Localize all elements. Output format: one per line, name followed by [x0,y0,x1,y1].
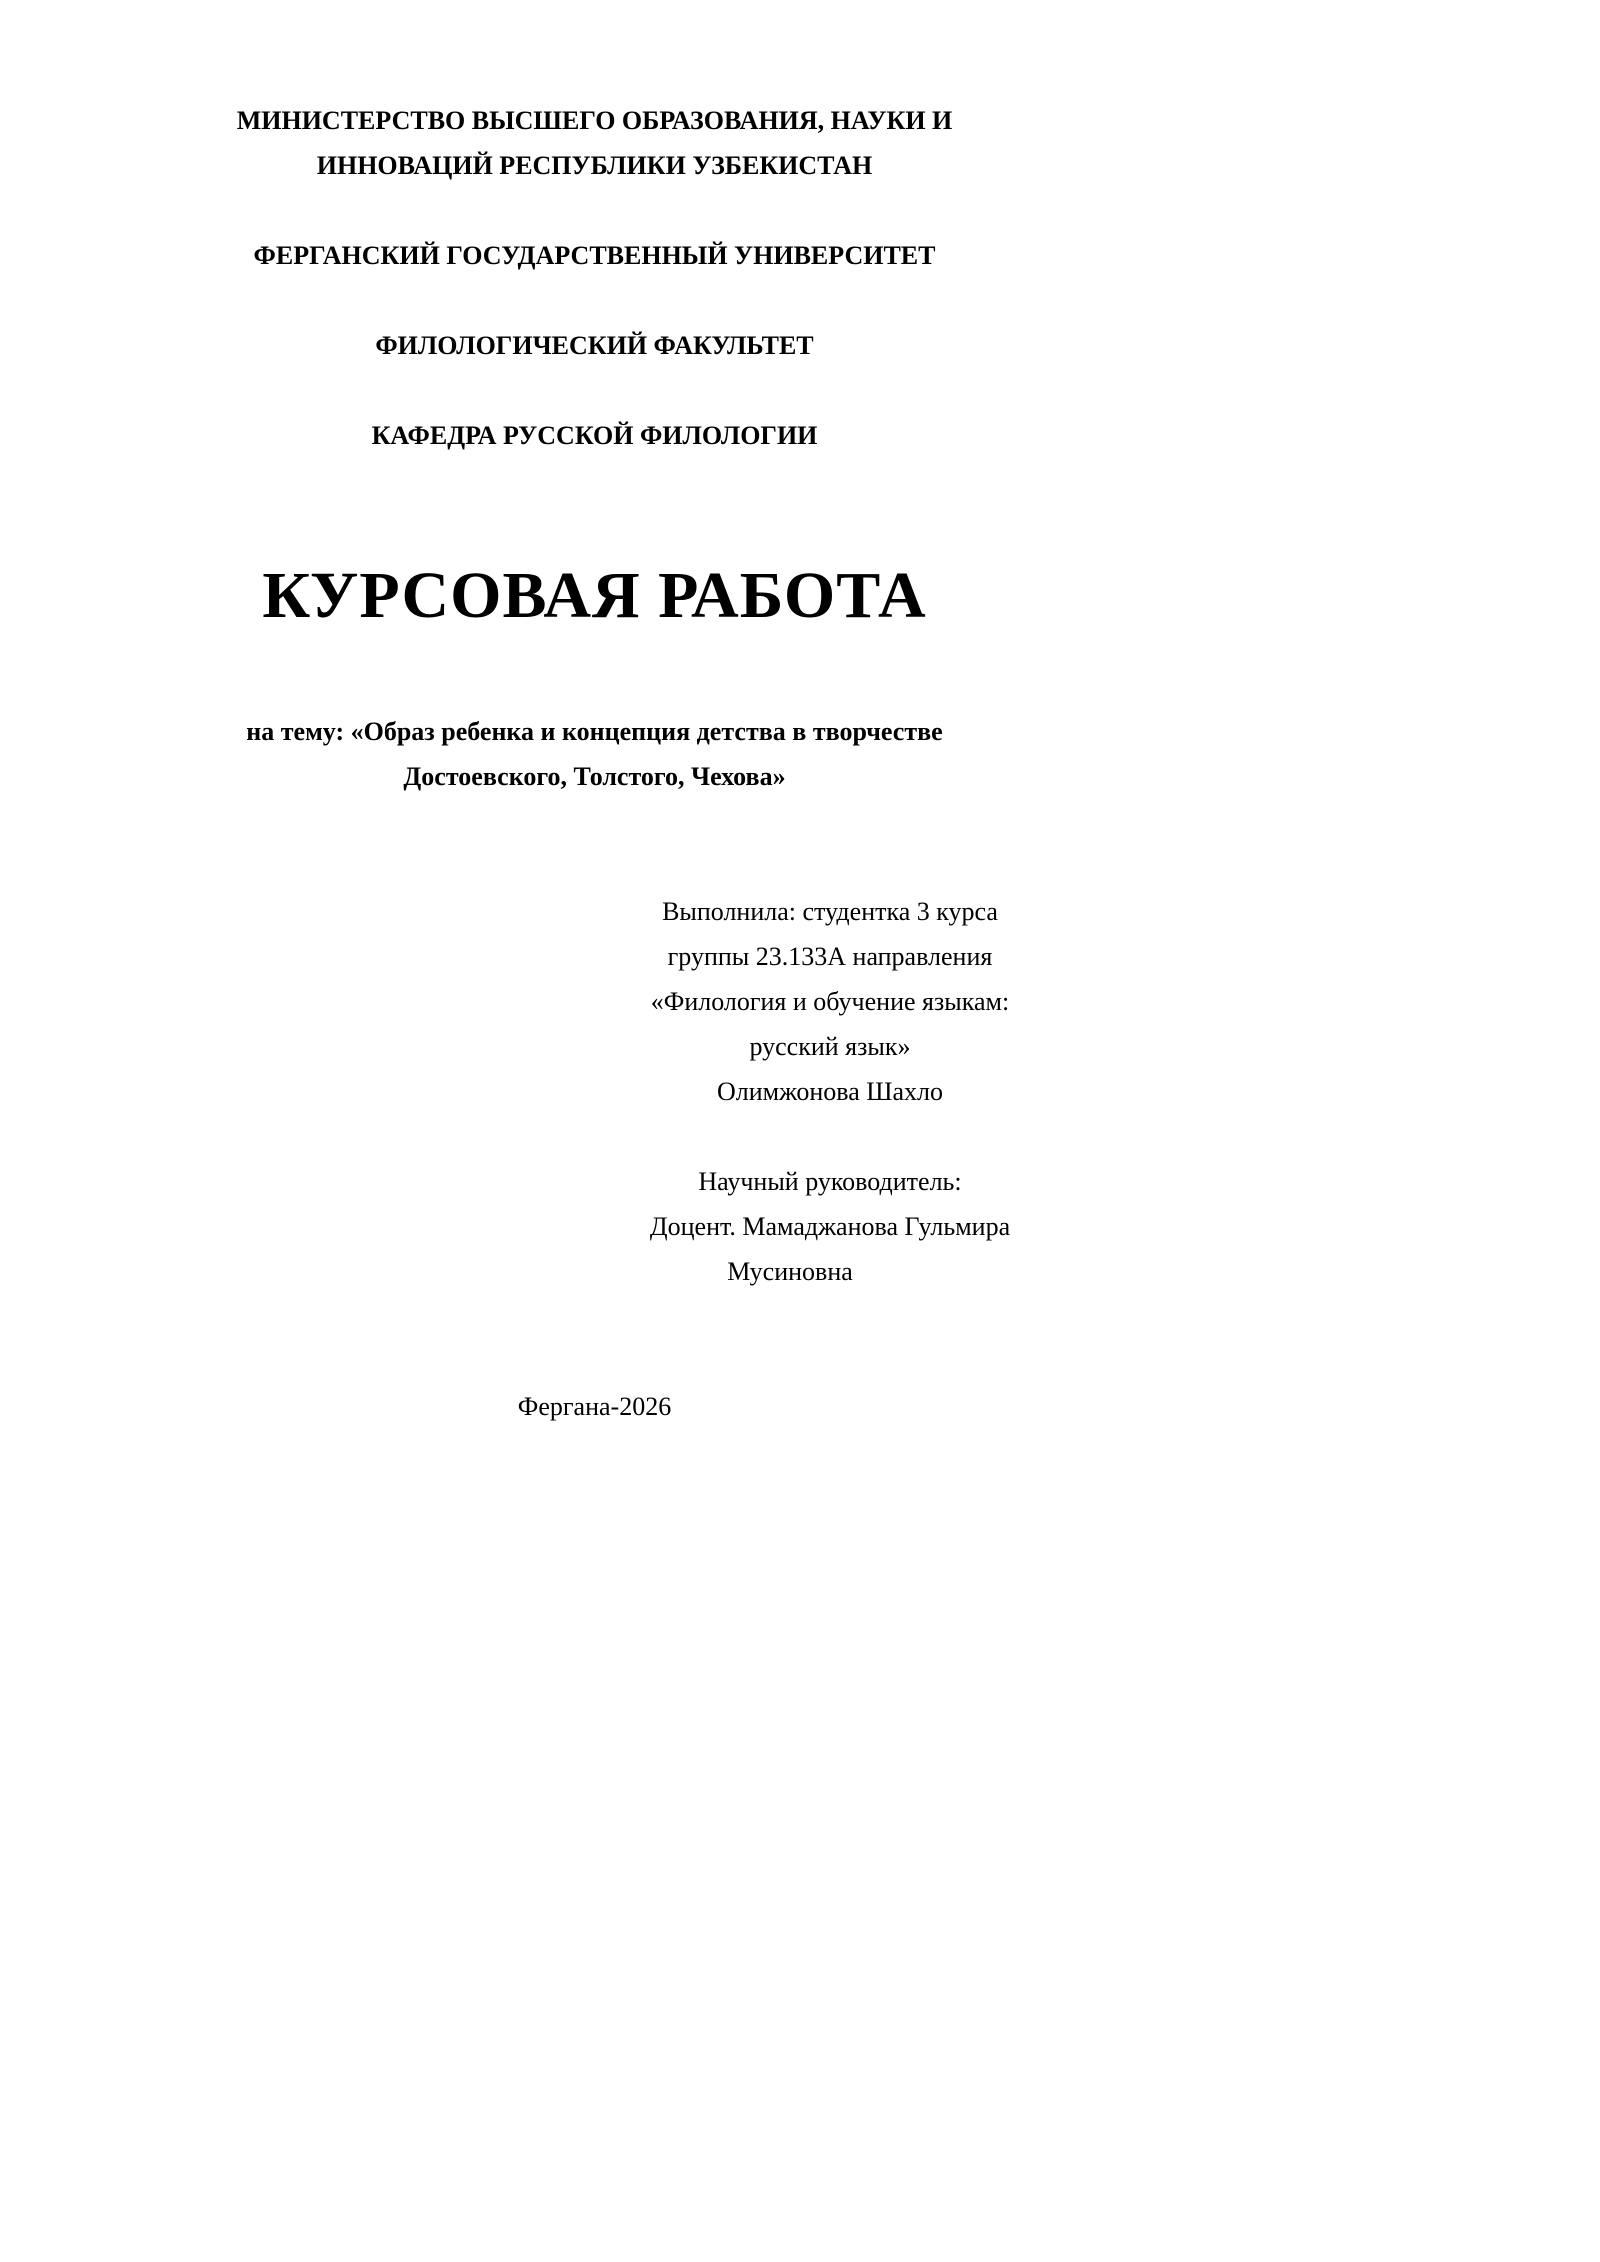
supervisor-line-1: Доцент. Мамаджанова Гульмира [649,1212,1011,1241]
city-year: Фергана-2026 [517,1392,672,1421]
department-name: КАФЕДРА РУССКОЙ ФИЛОЛОГИИ [371,421,818,450]
university-name: ФЕРГАНСКИЙ ГОСУДАРСТВЕННЫЙ УНИВЕРСИТЕТ [253,241,936,270]
ministry-line-2: ИННОВАЦИЙ РЕСПУБЛИКИ УЗБЕКИСТАН [316,151,873,180]
supervisor-line-2: Мусиновна [727,1257,853,1286]
author-line-4: русский язык» [749,1032,911,1061]
author-name: Олимжонова Шахло [716,1077,944,1106]
author-line-2: группы 23.133А направления [667,942,993,971]
document-title: КУРСОВАЯ РАБОТА [262,559,927,632]
author-line-3: «Филология и обучение языкам: [650,987,1010,1016]
title-page [0,0,1111,1571]
author-line-1: Выполнила: студентка 3 курса [662,897,998,926]
topic-line-1: на тему: «Образ ребенка и концепция детства в творчестве [246,717,943,746]
supervisor-label: Научный руководитель: [698,1167,962,1196]
faculty-name: ФИЛОЛОГИЧЕСКИЙ ФАКУЛЬТЕТ [375,331,814,360]
topic-line-2: Достоевского, Толстого, Чехова» [403,762,786,791]
ministry-line-1: МИНИСТЕРСТВО ВЫСШЕГО ОБРАЗОВАНИЯ, НАУКИ И [236,106,953,135]
